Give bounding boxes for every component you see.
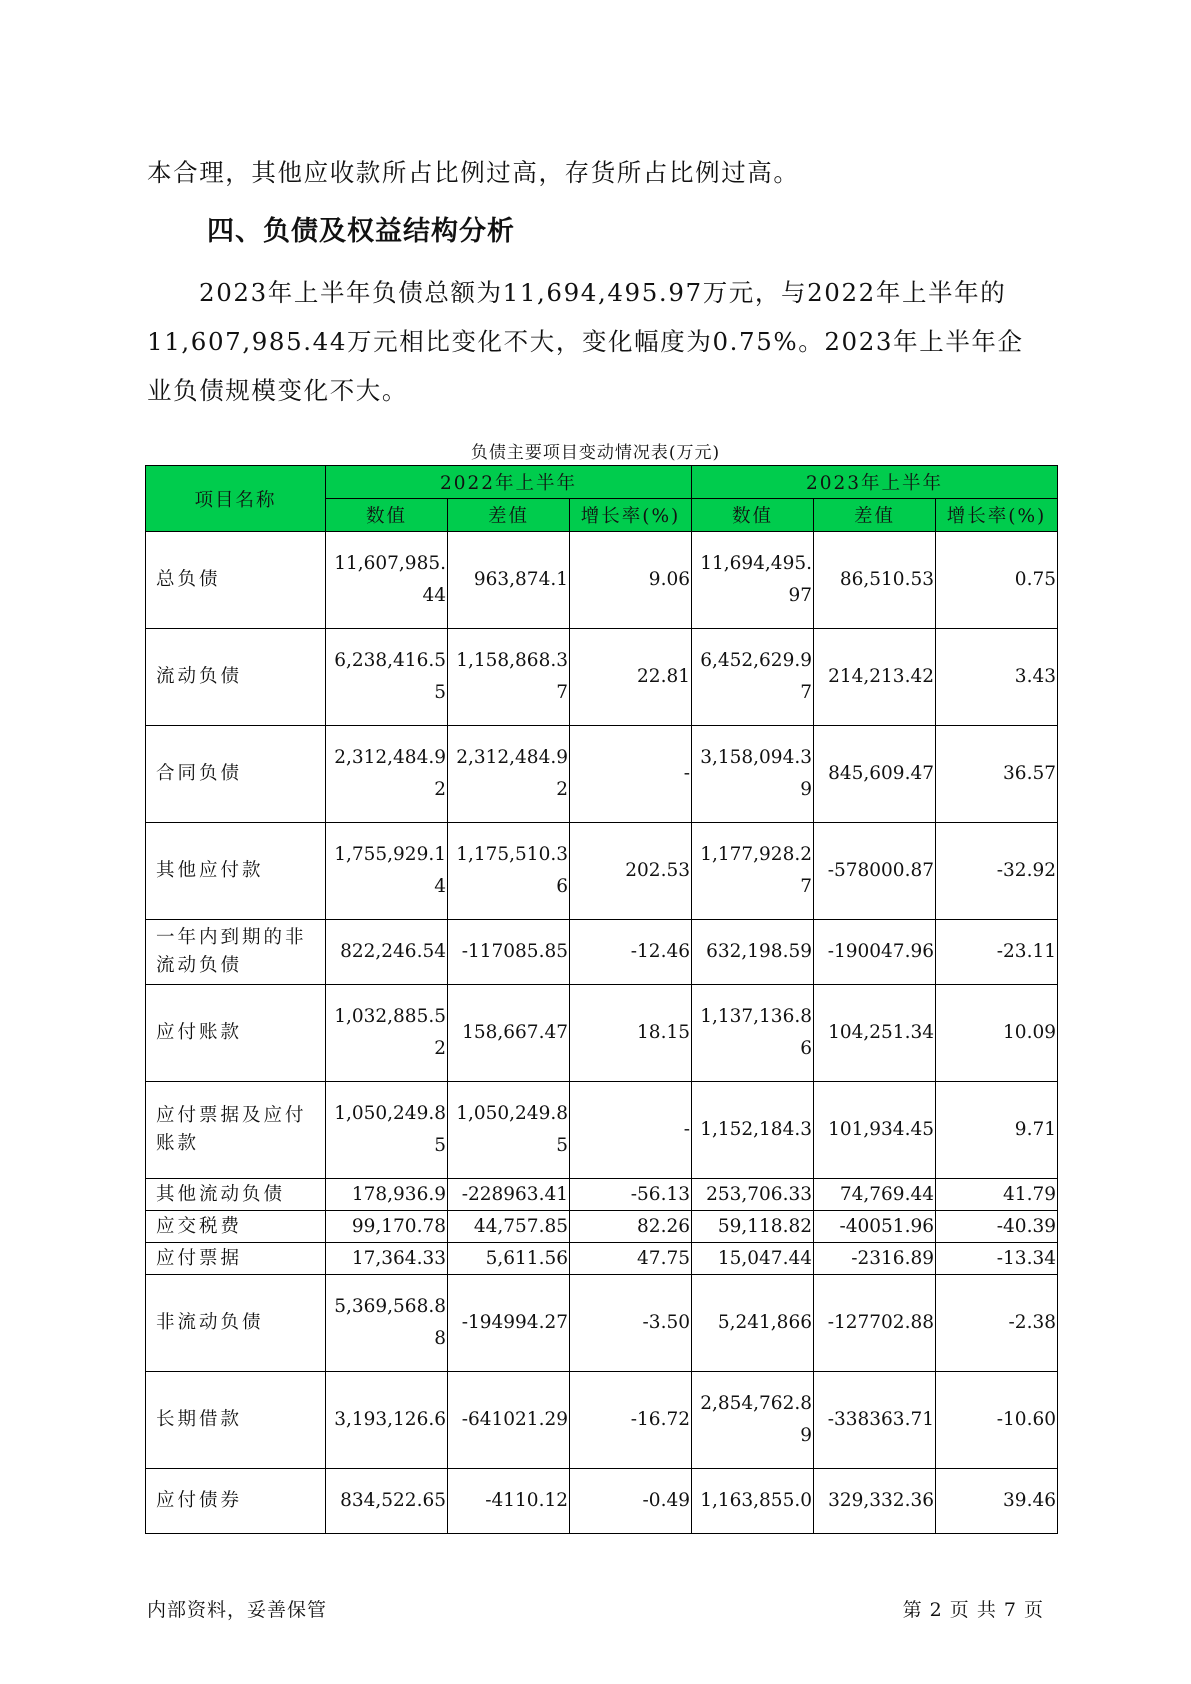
cell-g22: - (570, 1082, 692, 1179)
row-item-name: 合同负债 (146, 726, 326, 823)
cell-g22: 82.26 (570, 1211, 692, 1243)
header-diff-2023: 差值 (814, 499, 936, 532)
cell-g23: 3.43 (936, 629, 1058, 726)
table-caption: 负债主要项目变动情况表(万元) (470, 443, 721, 463)
cell-d23: -2316.89 (814, 1243, 936, 1275)
header-diff-2022: 差值 (448, 499, 570, 532)
table-row (146, 1082, 1058, 1179)
cell-d22: 158,667.47 (448, 985, 570, 1082)
cell-g23: -13.34 (936, 1243, 1058, 1275)
section-heading: 四、负债及权益结构分析 (207, 216, 515, 247)
cell-d22: -228963.41 (448, 1179, 570, 1211)
cell-g23: -40.39 (936, 1211, 1058, 1243)
cell-v22: 11,607,985.44 (326, 532, 448, 629)
cell-g23: 9.71 (936, 1082, 1058, 1179)
cell-v22: 5,369,568.88 (326, 1275, 448, 1372)
row-item-name: 应付票据 (146, 1243, 326, 1275)
cell-g23: -23.11 (936, 920, 1058, 985)
cell-g22: 202.53 (570, 823, 692, 920)
cell-v23: 5,241,866 (692, 1275, 814, 1372)
cell-g22: -16.72 (570, 1372, 692, 1469)
cell-d23: -578000.87 (814, 823, 936, 920)
table-row (146, 985, 1058, 1082)
cell-v22: 2,312,484.92 (326, 726, 448, 823)
cell-v23: 1,137,136.86 (692, 985, 814, 1082)
cell-v22: 1,050,249.85 (326, 1082, 448, 1179)
cell-g23: 39.46 (936, 1469, 1058, 1534)
cell-d23: -190047.96 (814, 920, 936, 985)
header-period-2023: 2023年上半年 (692, 466, 1058, 499)
cell-g22: 47.75 (570, 1243, 692, 1275)
cell-v22: 1,032,885.52 (326, 985, 448, 1082)
table-row (146, 823, 1058, 920)
cell-d23: 104,251.34 (814, 985, 936, 1082)
row-item-name: 应付票据及应付账款 (146, 1082, 326, 1179)
table-row (146, 629, 1058, 726)
cell-d22: -117085.85 (448, 920, 570, 985)
cell-g22: 9.06 (570, 532, 692, 629)
cell-d23: -338363.71 (814, 1372, 936, 1469)
row-item-name: 非流动负债 (146, 1275, 326, 1372)
cell-d22: 44,757.85 (448, 1211, 570, 1243)
cell-v23: 632,198.59 (692, 920, 814, 985)
cell-v23: 59,118.82 (692, 1211, 814, 1243)
row-item-name: 应付账款 (146, 985, 326, 1082)
cell-v22: 17,364.33 (326, 1243, 448, 1275)
table-body (146, 532, 1058, 1534)
cell-v22: 1,755,929.14 (326, 823, 448, 920)
cell-g22: -3.50 (570, 1275, 692, 1372)
liability-table (145, 465, 1058, 1534)
cell-v23: 1,152,184.3 (692, 1082, 814, 1179)
cell-g22: 22.81 (570, 629, 692, 726)
cell-v23: 1,177,928.27 (692, 823, 814, 920)
cell-v22: 3,193,126.6 (326, 1372, 448, 1469)
row-item-name: 一年内到期的非流动负债 (146, 920, 326, 985)
cell-d22: 963,874.1 (448, 532, 570, 629)
cell-g23: 10.09 (936, 985, 1058, 1082)
row-item-name: 总负债 (146, 532, 326, 629)
row-item-name: 长期借款 (146, 1372, 326, 1469)
cell-v22: 178,936.9 (326, 1179, 448, 1211)
cell-v23: 3,158,094.39 (692, 726, 814, 823)
cell-v23: 15,047.44 (692, 1243, 814, 1275)
cell-v23: 1,163,855.0 (692, 1469, 814, 1534)
cell-d23: 101,934.45 (814, 1082, 936, 1179)
cell-g22: -0.49 (570, 1469, 692, 1534)
footer-page-number: 第 2 页 共 7 页 (902, 1599, 1044, 1621)
cell-v23: 253,706.33 (692, 1179, 814, 1211)
cell-g23: -2.38 (936, 1275, 1058, 1372)
cell-d22: 2,312,484.92 (448, 726, 570, 823)
footer-confidential-note: 内部资料，妥善保管 (147, 1599, 328, 1621)
cell-v22: 99,170.78 (326, 1211, 448, 1243)
header-item-name: 项目名称 (146, 466, 326, 532)
cell-v22: 834,522.65 (326, 1469, 448, 1534)
cell-g22: -56.13 (570, 1179, 692, 1211)
row-item-name: 应付债券 (146, 1469, 326, 1534)
cell-d23: -127702.88 (814, 1275, 936, 1372)
cell-d23: 329,332.36 (814, 1469, 936, 1534)
header-value-2022: 数值 (326, 499, 448, 532)
cell-d23: -40051.96 (814, 1211, 936, 1243)
row-item-name: 应交税费 (146, 1211, 326, 1243)
cell-g22: - (570, 726, 692, 823)
table-row (146, 1275, 1058, 1372)
cell-d22: -641021.29 (448, 1372, 570, 1469)
table-row (146, 1179, 1058, 1211)
cell-v22: 6,238,416.55 (326, 629, 448, 726)
cell-d22: -194994.27 (448, 1275, 570, 1372)
paragraph-liability-text: 2023年上半年负债总额为11,694,495.97万元，与2022年上半年的11,607,985.44万元相比变化不大，变化幅度为0.75%。2023年上半年企业负债规模变化不大。 (147, 278, 1024, 405)
header-growth-2022: 增长率(%) (570, 499, 692, 532)
cell-d22: 1,158,868.37 (448, 629, 570, 726)
cell-d23: 86,510.53 (814, 532, 936, 629)
cell-d23: 214,213.42 (814, 629, 936, 726)
cell-v23: 6,452,629.97 (692, 629, 814, 726)
header-growth-2023: 增长率(%) (936, 499, 1058, 532)
table-row (146, 726, 1058, 823)
cell-g23: 36.57 (936, 726, 1058, 823)
cell-g22: -12.46 (570, 920, 692, 985)
cell-g23: 41.79 (936, 1179, 1058, 1211)
cell-d22: 1,175,510.36 (448, 823, 570, 920)
table-row (146, 1211, 1058, 1243)
row-item-name: 其他应付款 (146, 823, 326, 920)
paragraph-liability-summary (147, 268, 1047, 415)
cell-d23: 845,609.47 (814, 726, 936, 823)
table-row (146, 532, 1058, 629)
row-item-name: 其他流动负债 (146, 1179, 326, 1211)
cell-g22: 18.15 (570, 985, 692, 1082)
table-row (146, 1243, 1058, 1275)
cell-d22: 5,611.56 (448, 1243, 570, 1275)
table-row (146, 1372, 1058, 1469)
row-item-name: 流动负债 (146, 629, 326, 726)
table-row (146, 920, 1058, 985)
cell-g23: -32.92 (936, 823, 1058, 920)
cell-v23: 11,694,495.97 (692, 532, 814, 629)
cell-g23: -10.60 (936, 1372, 1058, 1469)
cell-d23: 74,769.44 (814, 1179, 936, 1211)
cell-d22: -4110.12 (448, 1469, 570, 1534)
header-value-2023: 数值 (692, 499, 814, 532)
paragraph-continued: 本合理，其他应收款所占比例过高，存货所占比例过高。 (147, 158, 800, 187)
cell-v22: 822,246.54 (326, 920, 448, 985)
table-row (146, 1469, 1058, 1534)
cell-v23: 2,854,762.89 (692, 1372, 814, 1469)
header-period-2022: 2022年上半年 (326, 466, 692, 499)
cell-g23: 0.75 (936, 532, 1058, 629)
cell-d22: 1,050,249.85 (448, 1082, 570, 1179)
